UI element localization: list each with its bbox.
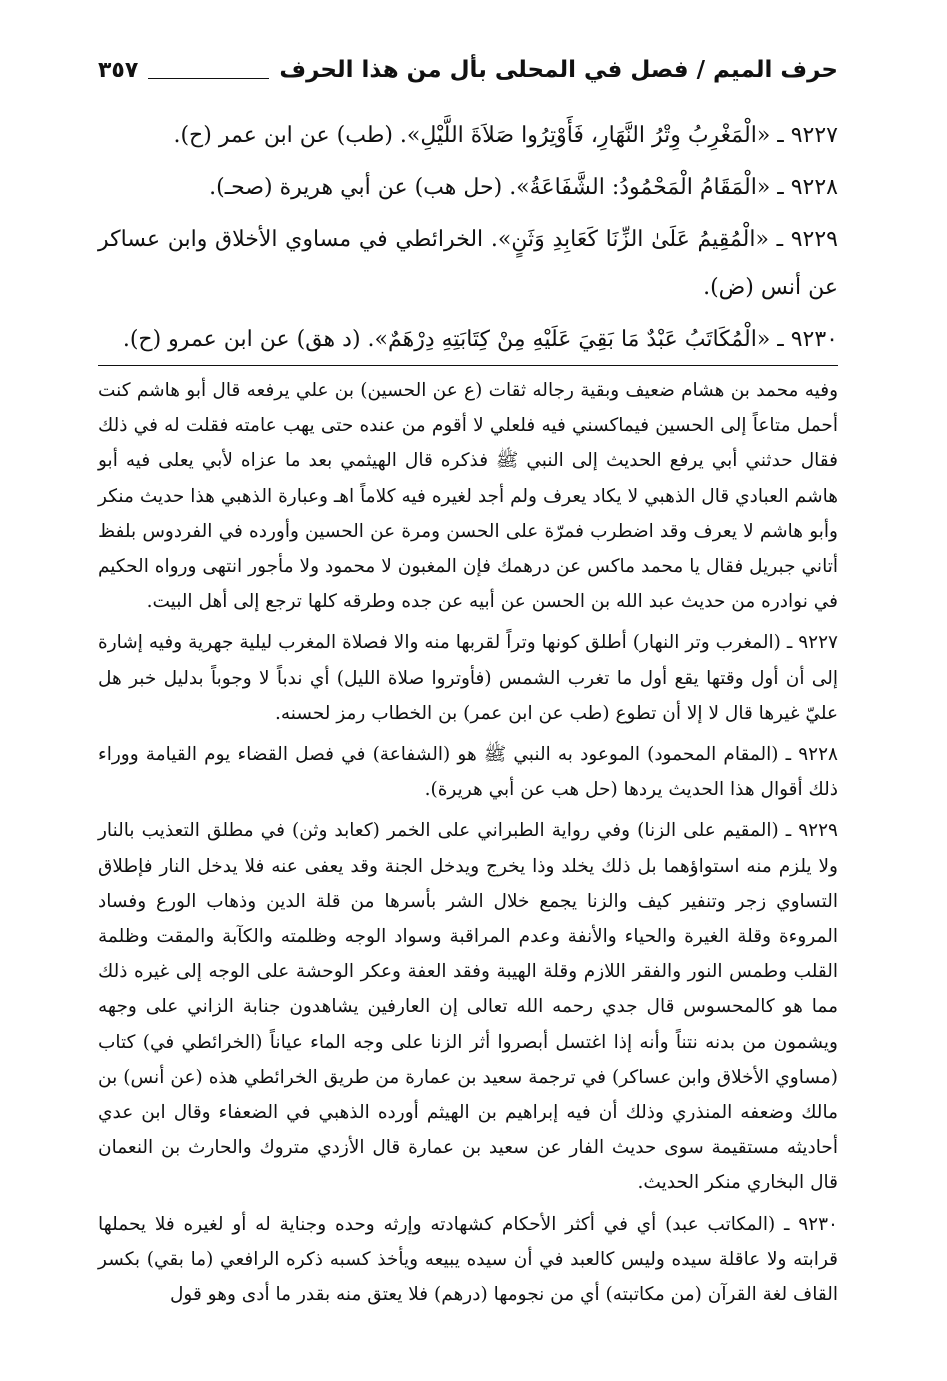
hadith-text-section: [98, 112, 838, 368]
page-number: ٣٥٧: [98, 57, 139, 83]
hadith-9229: ٩٢٢٩ ـ «الْمُقِيمُ عَلَىٰ الزِّنَا كَعَابِدِ وَثَنٍ». الخرائطي في مساوي الأخلاق وابن عساكر عن أنس (ض).: [98, 227, 838, 300]
commentary-continued: وفيه محمد بن هشام ضعيف وبقية رجاله ثقات (ع عن الحسين) بن علي يرفعه قال أبو هاشم كنت أحمل متاعاً إلى الحسين فيماكسني فيه فلعلي لا أقوم من عنده حتى يهب عامته فقلت له في ذلك فقال حدثني أبي يرفع الحديث إلى النبي ﷺ فذكره قال الهيثمي بعد ما عزاه لأبي يعلى فيه أبو هاشم العبادي قال الذهبي لا يكاد يعرف ولم أجد لغيره فيه كلاماً اهـ وعبارة الذهبي هذا حديث منكر وأبو هاشم لا يعرف وقد اضطرب فمرّة على الحسن ومرة عن الحسين وأورده في الفردوس بلفظ أتاني جبريل فقال يا محمد ماكس عن درهمك فإن المغبون لا محمود ولا مأجور انتهى ورواه الحكيم في نوادره من حديث عبد الله بن الحسن عن أبيه عن جده وطرقه كلها ترجع إلى أهل البيت.: [98, 380, 838, 613]
footnote-divider: [98, 365, 838, 366]
page-header: [98, 50, 838, 90]
header-rule: [148, 78, 269, 79]
commentary-9230: ٩٢٣٠ ـ (المكاتب عبد) أي في أكثر الأحكام كشهادته وإرثه وحده وجناية له أو لغيره فلا يحملها قرابته ولا عاقلة سيده وليس كالعبد في أن سيده يبيعه ويأخذ كسبه ذكره الرافعي (ما بقي) بكسر القاف لغة القرآن (من مكاتبته) أي من نجومها (درهم) فلا يعتق منه بقدر ما أدى وهو قول: [98, 1213, 838, 1306]
commentary-9228: ٩٢٢٨ ـ (المقام المحمود) الموعود به النبي ﷺ هو (الشفاعة) في فصل القضاء يوم القيامة ووراء ذلك أقوال هذا الحديث يردها (حل هب عن أبي هريرة).: [98, 744, 838, 801]
commentary-9229: ٩٢٢٩ ـ (المقيم على الزنا) وفي رواية الطبراني على الخمر (كعابد وثن) في مطلق التعذيب بالنار ولا يلزم منه استواؤهما بل ذلك يخلد وذا يخرج ويدخل الجنة وقد يعفى عنه فلا يدخل النار فإطلاق التساوي زجر وتنفير كيف والزنا يجمع خلال الشر بأسرها من قلة الدين وذهاب الورع وفساد المروءة وقلة الغيرة والحياء والأنفة وعدم المراقبة وسواد الوجه وظلمته والكآبة والمقت وظلمة القلب وطمس النور والفقر اللازم وقلة الهيبة وفقد العفة وعكر الوحشة على الوجه إلى غيره ذلك مما هو كالمحسوس قال جدي رحمه الله تعالى إن العارفين يشاهدون جنابة الزاني على وجهه ويشمون من بدنه نتناً وأنه إذا اغتسل أبصروا أثر الزنا على وجه الماء عياناً (الخرائطي في) كتاب (مساوي الأخلاق وابن عساكر) في ترجمة سعيد بن عمارة من طريق الخرائطي هذه (عن أنس) بن مالك وضعفه المنذري وذلك أن فيه إبراهيم بن الهيثم أورده الذهبي في الضعفاء وقال ابن عدي أحاديثه مستقيمة سوى حديث الفار عن سعيد بن عمارة قال الأزدي متروك والحارث بن النعمان قال البخاري منكر الحديث.: [98, 820, 838, 1194]
commentary-9227: ٩٢٢٧ ـ (المغرب وتر النهار) أطلق كونها وتراً لقربها منه والا فصلاة المغرب ليلية جهرية وفيه إشارة إلى أن أول وقتها يقع أول ما تغرب الشمس (فأوتروا صلاة الليل) أي ندباً لا وجوباً بدليل خبر هل عليّ غيرها قال لا إلا أن تطوع (طب عن ابن عمر) بن الخطاب رمز لحسنه.: [98, 632, 838, 724]
running-head-title: حرف الميم / فصل في المحلى بأل من هذا الحرف: [279, 57, 838, 83]
hadith-9230: ٩٢٣٠ ـ «الْمُكَاتَبُ عَبْدٌ مَا بَقِيَ عَلَيْهِ مِنْ كِتَابَتِهِ دِرْهَمٌ». (د هق) عن ابن عمرو (ح).: [122, 327, 838, 352]
commentary-section: [98, 373, 838, 1318]
hadith-9227: ٩٢٢٧ ـ «الْمَغْرِبُ وِتْرُ النَّهَارِ، فَأَوْتِرُوا صَلاَةَ اللَّيْلِ». (طب) عن ابن عمر (ح).: [173, 123, 838, 148]
hadith-9228: ٩٢٢٨ ـ «الْمَقَامُ الْمَحْمُودُ: الشَّفَاعَةُ». (حل هب) عن أبي هريرة (صحـ).: [209, 175, 838, 200]
